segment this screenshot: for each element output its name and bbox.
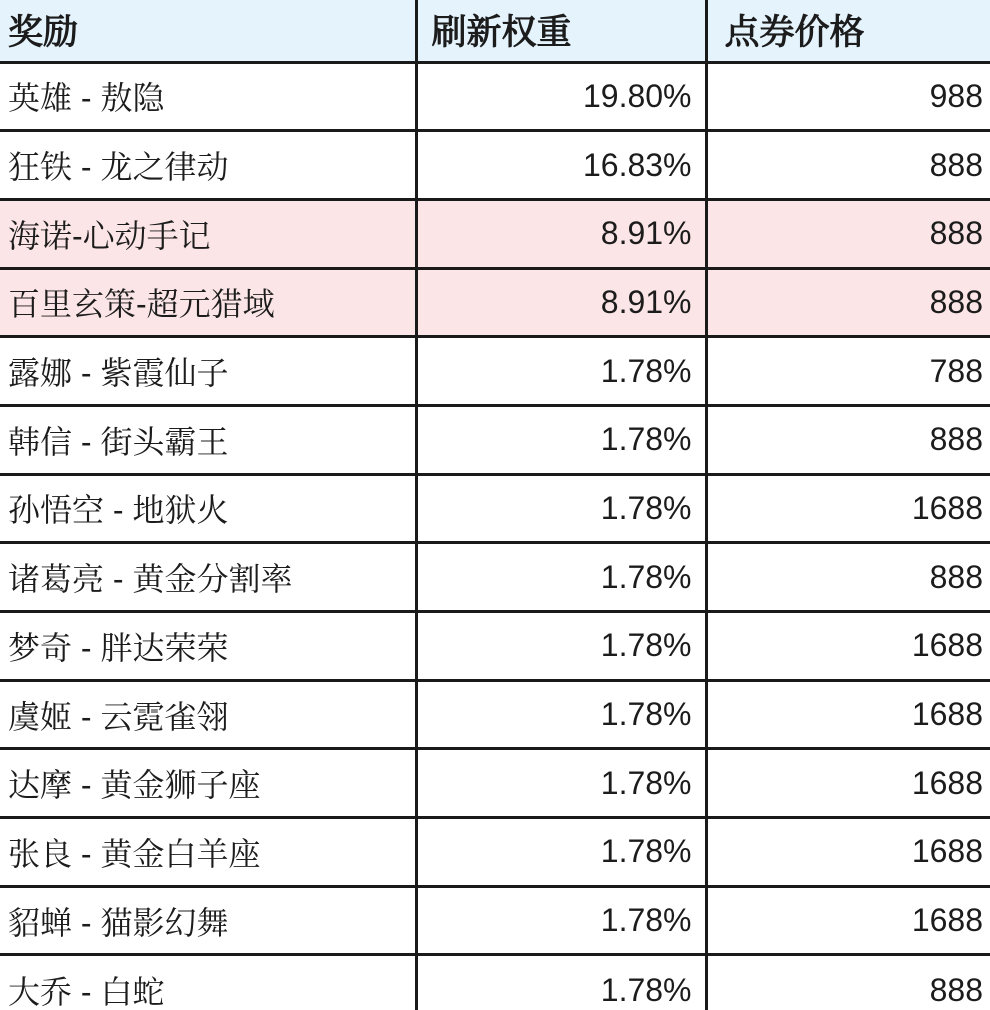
table-row (0, 474, 990, 543)
table-row (0, 199, 990, 268)
price-cell: 788 (706, 337, 990, 406)
table-row (0, 886, 990, 955)
reward-cell: 英雄 - 敖隐 (0, 62, 416, 131)
weight-cell: 1.78% (416, 955, 706, 1010)
column-header-weight: 刷新权重 (416, 0, 706, 62)
weight-cell: 8.91% (416, 199, 706, 268)
weight-cell: 1.78% (416, 405, 706, 474)
weight-cell: 16.83% (416, 131, 706, 200)
price-cell: 888 (706, 405, 990, 474)
weight-cell: 1.78% (416, 474, 706, 543)
price-cell: 1688 (706, 749, 990, 818)
reward-cell: 貂蝉 - 猫影幻舞 (0, 886, 416, 955)
weight-cell: 1.78% (416, 543, 706, 612)
price-cell: 1688 (706, 612, 990, 681)
table-row (0, 543, 990, 612)
weight-cell: 1.78% (416, 612, 706, 681)
price-cell: 988 (706, 62, 990, 131)
table-row (0, 749, 990, 818)
table-row (0, 337, 990, 406)
column-header-price: 点券价格 (706, 0, 990, 62)
reward-cell: 梦奇 - 胖达荣荣 (0, 612, 416, 681)
table-row (0, 131, 990, 200)
weight-cell: 1.78% (416, 680, 706, 749)
column-header-reward: 奖励 (0, 0, 416, 62)
price-cell: 1688 (706, 474, 990, 543)
price-cell: 888 (706, 199, 990, 268)
price-cell: 888 (706, 268, 990, 337)
reward-cell: 韩信 - 街头霸王 (0, 405, 416, 474)
price-cell: 1688 (706, 818, 990, 887)
table-row (0, 680, 990, 749)
reward-cell: 诸葛亮 - 黄金分割率 (0, 543, 416, 612)
price-cell: 1688 (706, 680, 990, 749)
price-cell: 888 (706, 543, 990, 612)
weight-cell: 1.78% (416, 749, 706, 818)
reward-cell: 大乔 - 白蛇 (0, 955, 416, 1010)
price-cell: 888 (706, 955, 990, 1010)
table-row (0, 955, 990, 1010)
table-row (0, 612, 990, 681)
weight-cell: 1.78% (416, 886, 706, 955)
price-cell: 1688 (706, 886, 990, 955)
table-row (0, 268, 990, 337)
table-row (0, 405, 990, 474)
weight-cell: 1.78% (416, 818, 706, 887)
reward-cell: 狂铁 - 龙之律动 (0, 131, 416, 200)
table-row (0, 818, 990, 887)
reward-cell: 孙悟空 - 地狱火 (0, 474, 416, 543)
reward-cell: 虞姬 - 云霓雀翎 (0, 680, 416, 749)
reward-cell: 张良 - 黄金白羊座 (0, 818, 416, 887)
weight-cell: 8.91% (416, 268, 706, 337)
reward-cell: 百里玄策-超元猎域 (0, 268, 416, 337)
table-header (0, 0, 990, 62)
table-body (0, 62, 990, 1010)
reward-cell: 海诺-心动手记 (0, 199, 416, 268)
weight-cell: 19.80% (416, 62, 706, 131)
price-cell: 888 (706, 131, 990, 200)
header-row (0, 0, 990, 62)
reward-cell: 露娜 - 紫霞仙子 (0, 337, 416, 406)
reward-cell: 达摩 - 黄金狮子座 (0, 749, 416, 818)
table-row (0, 62, 990, 131)
weight-cell: 1.78% (416, 337, 706, 406)
